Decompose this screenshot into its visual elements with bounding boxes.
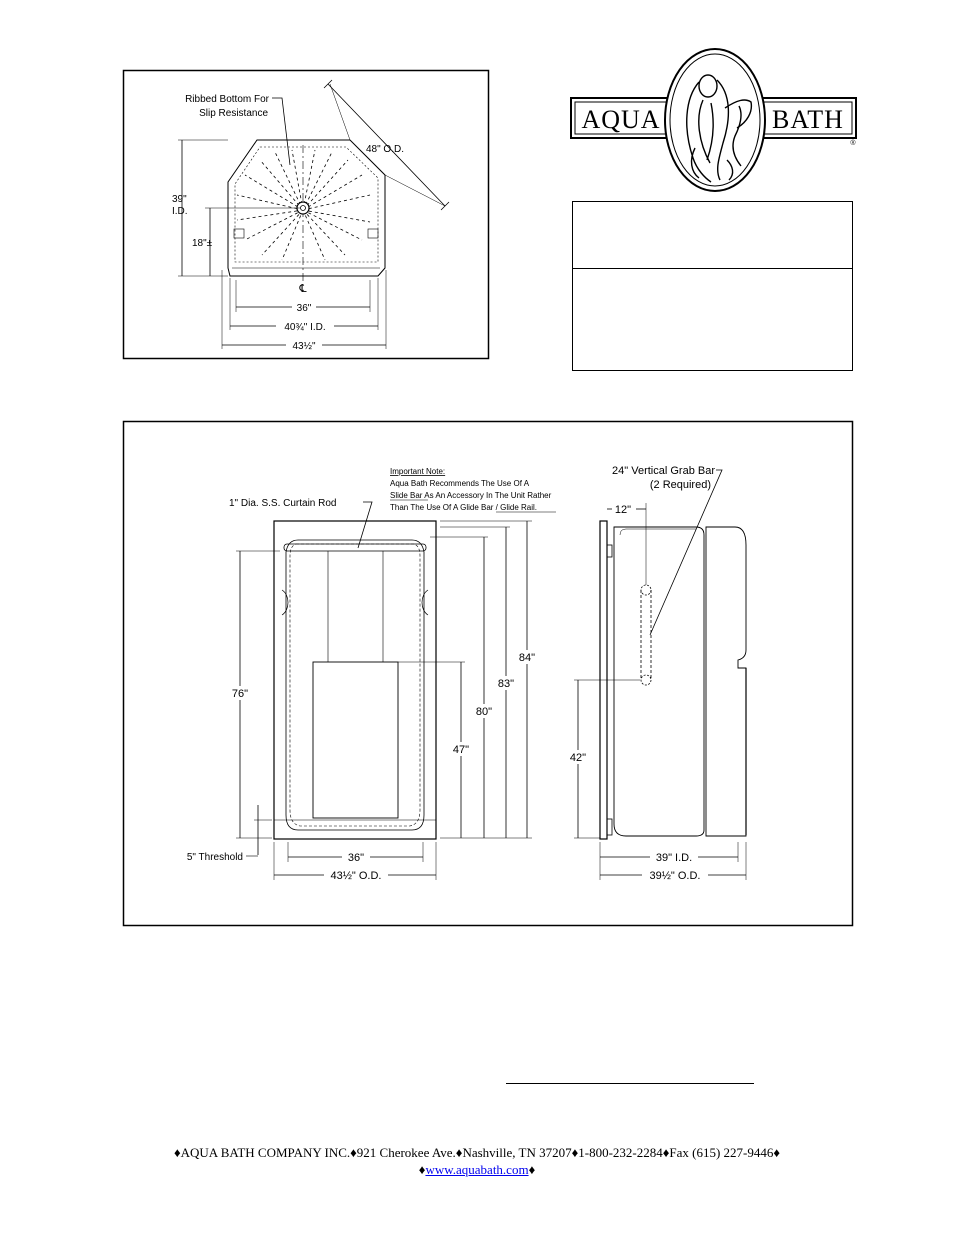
- id-label: I.D.: [172, 206, 188, 217]
- front-36-label: 36": [347, 852, 365, 864]
- side-39-label: 39" I.D.: [655, 852, 693, 864]
- dim-43-label: 43½": [292, 341, 316, 352]
- note-line3: Than The Use Of A Glide Bar / Glide Rail.: [390, 503, 538, 512]
- logo-aqua-word: AQUA: [581, 105, 661, 134]
- website-link[interactable]: www.aquabath.com: [425, 1162, 529, 1177]
- signature-line: [506, 1083, 754, 1084]
- id-39-label: 39": [172, 194, 187, 205]
- logo-bath-word: BATH: [772, 105, 844, 134]
- curtain-rod: [284, 544, 426, 551]
- logo-oval: [665, 49, 765, 191]
- footer-diamond-left: ♦: [418, 1162, 426, 1177]
- grab-bar-label-line2: (2 Required): [649, 479, 711, 491]
- grab-bar-label-line1: 24" Vertical Grab Bar: [612, 465, 715, 477]
- front-unit-outer: [274, 521, 436, 839]
- grab-bar: [641, 590, 651, 680]
- dim-47-label: 47": [452, 744, 470, 756]
- elevation-drawing: [0, 415, 954, 935]
- threshold-label: 5" Threshold: [186, 852, 243, 863]
- centerline-symbol: ℄: [299, 283, 307, 295]
- ribbed-label-line2: Slip Resistance: [199, 108, 268, 119]
- front-43-label: 43½" O.D.: [330, 870, 382, 882]
- title-box-bottom: [573, 269, 852, 369]
- side-39-5-label: 39½" O.D.: [649, 870, 701, 882]
- curtain-rod-label: 1" Dia. S.S. Curtain Rod: [229, 498, 337, 509]
- dim-83-label: 83": [497, 678, 515, 690]
- note-line2: Slide Bar As An Accessory In The Unit Rather: [390, 491, 552, 500]
- dim-36-label: 36": [296, 303, 312, 314]
- note-line1: Aqua Bath Recommends The Use Of A: [390, 479, 530, 488]
- dim-80-label: 80": [475, 706, 493, 718]
- dim-12-label: 12": [614, 504, 632, 516]
- side-unit-outline: [614, 527, 704, 836]
- dim-84-label: 84": [518, 652, 536, 664]
- note-title: Important Note:: [390, 467, 446, 476]
- od-48-label: 48" O.D.: [365, 144, 405, 155]
- logo-registered-mark: ®: [850, 140, 856, 147]
- aqua-bath-logo: [565, 48, 865, 198]
- dim-76-label: 76": [231, 688, 249, 700]
- seat-panel: [313, 662, 398, 818]
- title-box: [572, 201, 853, 371]
- footer-website-line: [0, 1162, 954, 1178]
- ribbed-label-line1: Ribbed Bottom For: [185, 94, 269, 105]
- footer-contact-line: ♦AQUA BATH COMPANY INC.♦921 Cherokee Ave.♦Nashville, TN 37207♦1-800-232-2284♦Fax (615) 227-9446♦: [174, 1145, 780, 1160]
- dim-42-label: 42": [569, 752, 587, 764]
- footer-diamond-right: ♦: [528, 1162, 536, 1177]
- dim-40-label: 40¾" I.D.: [284, 322, 326, 333]
- front-unit-inner: [286, 540, 424, 830]
- title-box-top: [573, 202, 852, 269]
- dim-18-label: 18"±: [192, 238, 213, 249]
